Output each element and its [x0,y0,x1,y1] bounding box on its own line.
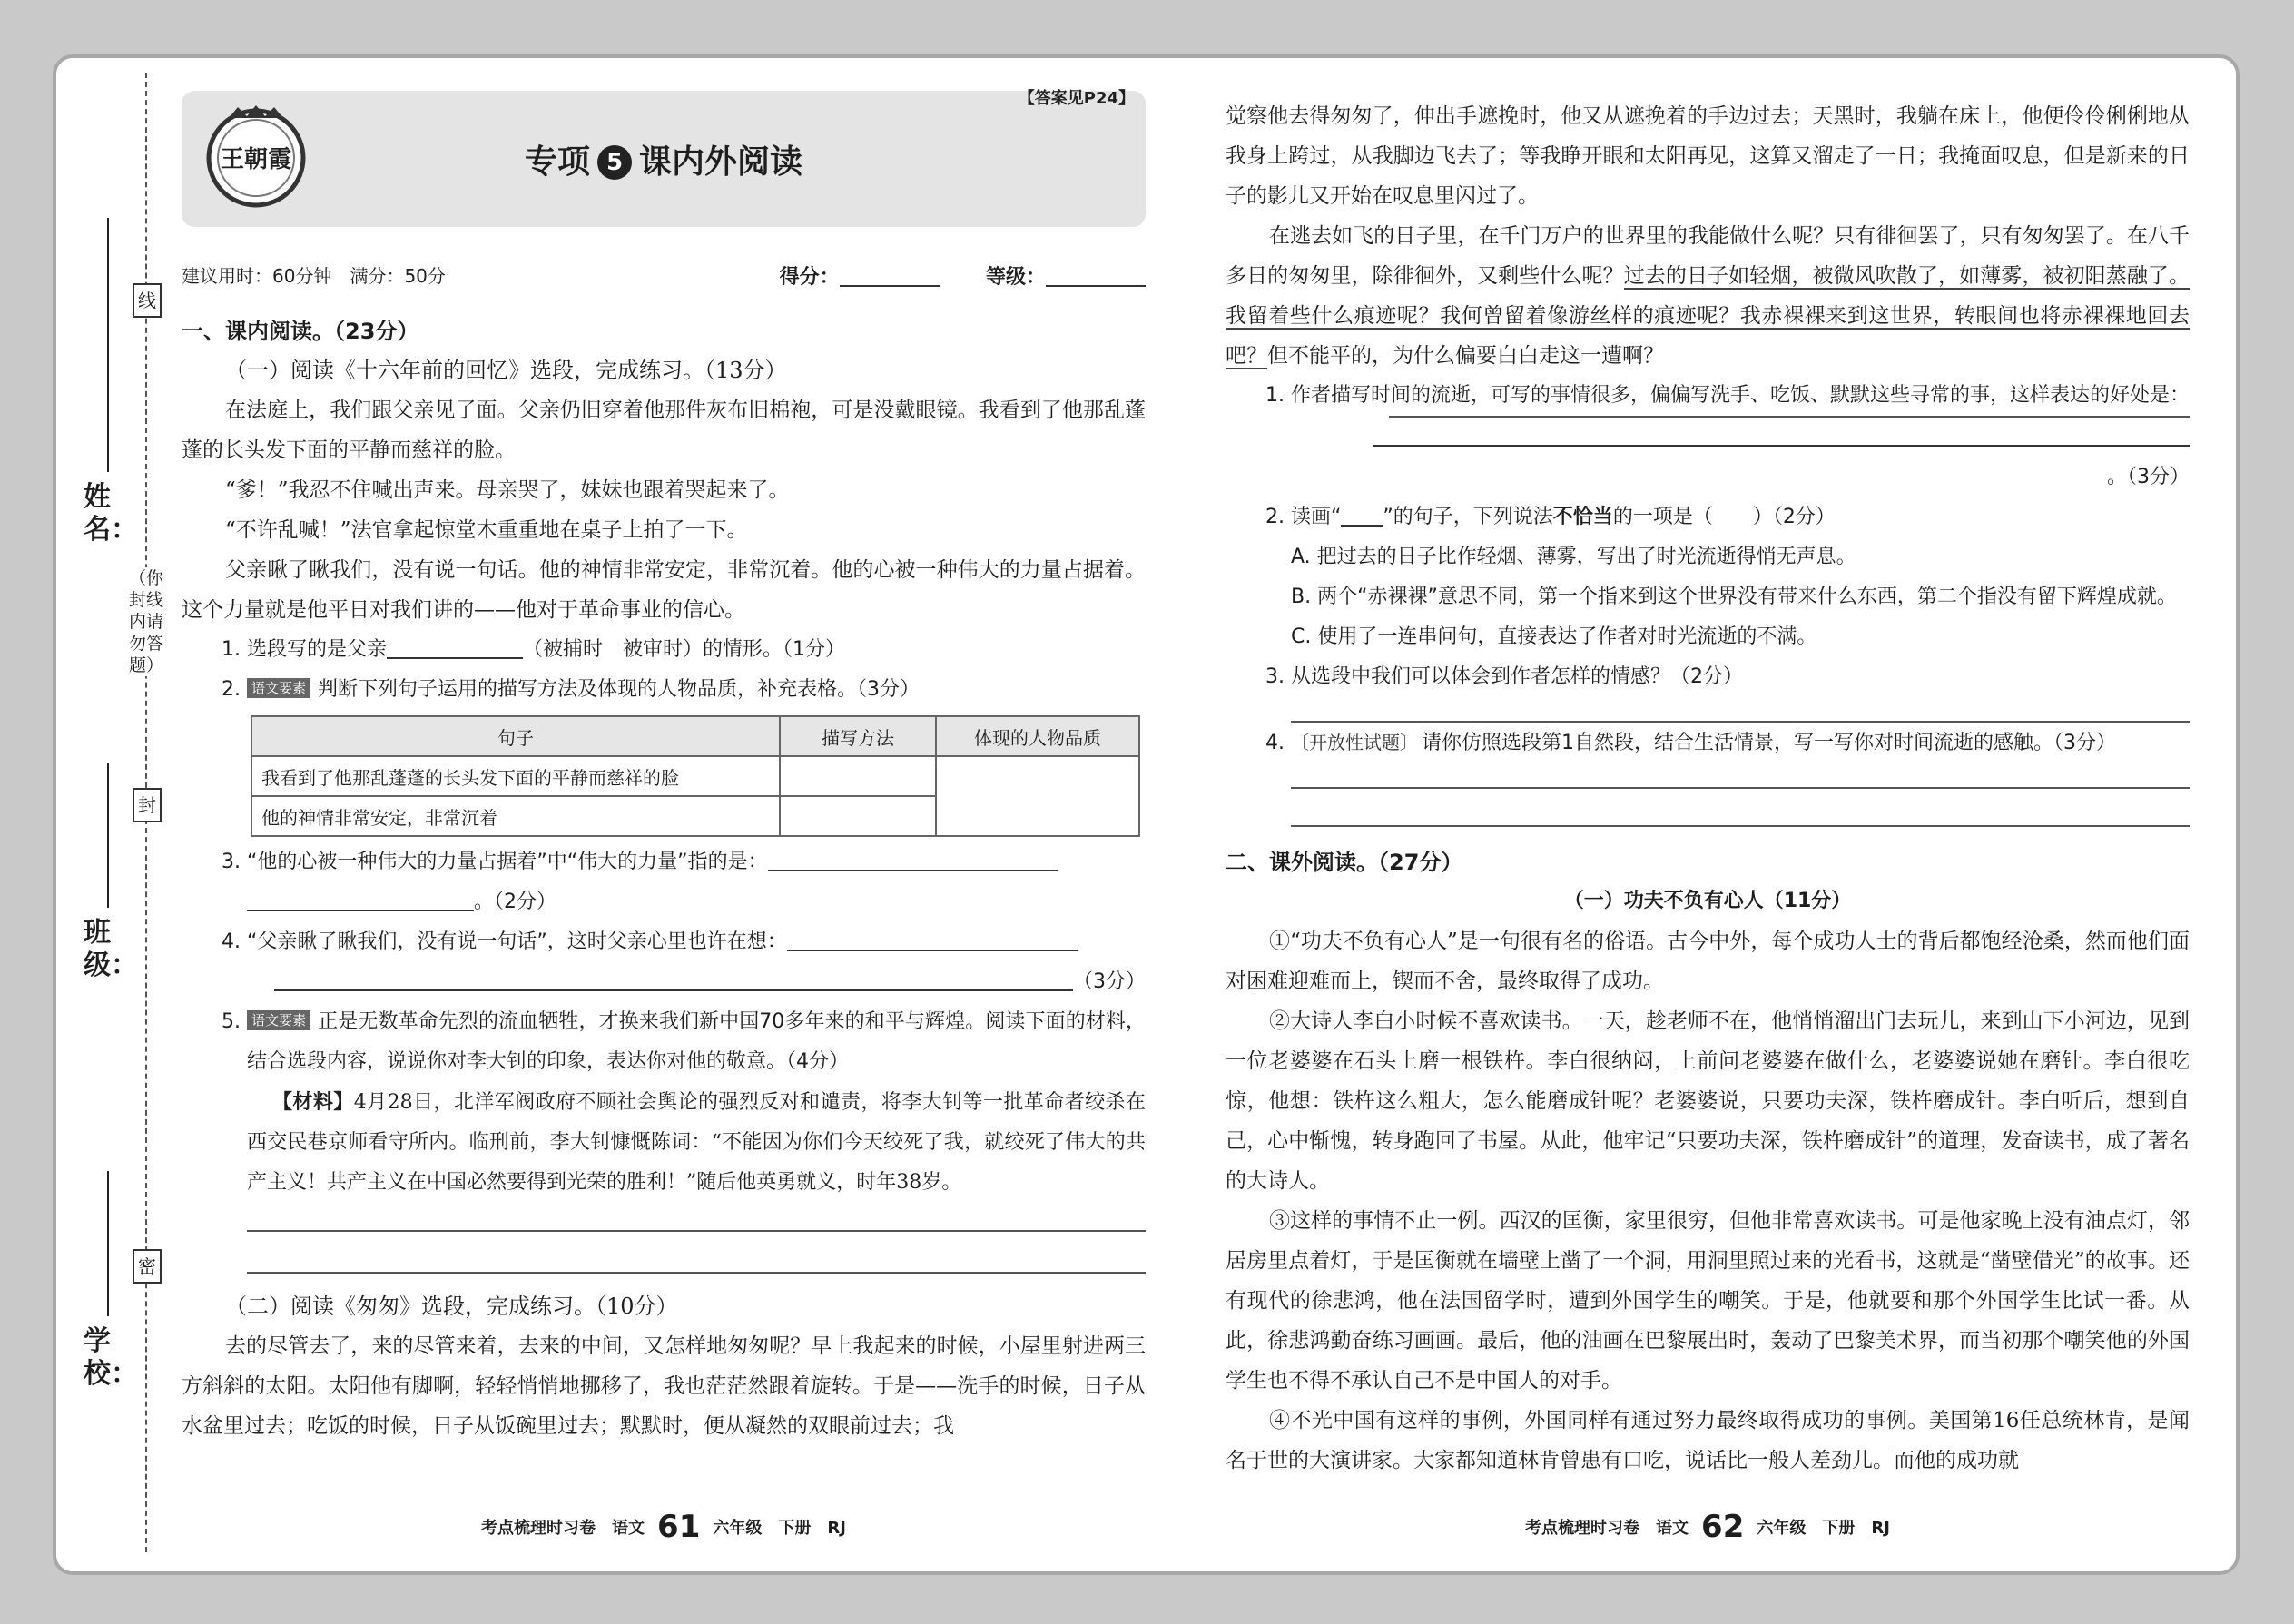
question-4: 4. “父亲瞅了瞅我们，没有说一句话”，这时父亲心里也许在想： [182,922,1146,962]
q3-answer-field-2[interactable] [247,888,474,911]
question-5: 5. 语文要素 正是无数革命先烈的流血牺牲，才换来我们新中国70多年来的和平与辉煌。阅读下面的材料，结合选段内容，说说你对李大钊的印象，表达你对他的敬意。（4分） [222,1010,1146,1073]
option-a[interactable]: A. 把过去的日子比作轻烟、薄雾，写出了时光流逝得悄无声息。 [1291,546,1856,568]
underlined-sentence: 过去的日子如轻烟，被微风吹散了，如薄雾，被初阳蒸融了。我留着些什么痕迹呢？我何曾留着像游丝样的痕迹呢？我赤裸裸来到这世界，转眼间也将赤裸裸地回去吧？ [1226,264,2191,368]
score-label: 得分： [779,266,840,289]
question-1: 1. 作者描写时间的流逝，可写的事情很多，偏偏写洗手、吃饭、默默这些寻常的事，这样表达的好处是： [1265,384,2190,407]
q3-answer-field[interactable] [768,848,1058,871]
title-number-badge: 5 [597,145,632,180]
binding-note: （你封线内请勿答题） [125,567,167,676]
passage-paragraph: 觉察他去得匆匆了，伸出手遮挽时，他又从遮挽着的手边过去；天黑时，我躺在床上，他便伶伶俐俐地从我身上跨过，从我脚边飞去了；等我睁开眼和太阳再见，这算又溜走了一日；我掩面叹息，但是新来的日子的影儿又开始在叹息里闪过了。 [1226,104,2190,208]
right-footer: 考点梳理时习卷 语文 62 六年级 下册 RJ [1525,1509,1890,1545]
table-header: 描写方法 [780,716,936,756]
passage-paragraph: 父亲瞅了瞅我们，没有说一句话。他的神情非常安定，非常沉着。他的心被一种伟大的力量占据着。这个力量就是他平日对我们讲的——他对于革命事业的信心。 [182,558,1146,622]
material-text: 【材料】4月28日，北洋军阀政府不顾社会舆论的强烈反对和谴责，将李大钊等一批革命者绞杀在西交民巷京师看守所内。临刑前，李大钊慷慨陈词：“不能因为你们今天绞死了我，就绞死了伟大的共产主义！共产主义在中国必然要得到光荣的胜利！”随后他英勇就义，时年38岁。 [247,1090,1146,1194]
tag-badge: 语文要素 [247,678,310,698]
page-number: 61 [657,1509,701,1545]
grade-label: 等级： [985,266,1046,289]
table-input-cell[interactable] [780,796,936,836]
option-c[interactable]: C. 使用了一连串问句，直接表达了作者对时光流逝的不满。 [1291,625,1817,648]
section-heading-2: 二、课外阅读。（27分） [1226,850,1463,875]
question-3: 3. 从选段中我们可以体会到作者怎样的情感？（2分） [1265,665,1743,688]
passage-paragraph: ①“功夫不负有心人”是一句很有名的俗语。古今中外，每个成功人士的背后都饱经沧桑，然而他们面对困难迎难而上，锲而不舍，最终取得了成功。 [1226,930,2190,993]
passage-paragraph: ④不光中国有这样的事例，外国同样有通过努力最终取得成功的事例。美国第16任总统林肯，是闻名于世的大演讲家。大家都知道林肯曾患有口吃，说话比一般人差劲儿。而他的成功就 [1226,1409,2190,1472]
part2-heading: （二）阅读《匆匆》选段，完成练习。（10分） [225,1294,678,1319]
table-cell: 我看到了他那乱蓬蓬的长头发下面的平静而慈祥的脸 [251,756,780,796]
passage-title: （一）功夫不负有心人（11分） [1563,890,1852,912]
passage-paragraph: “爹！”我忍不住喊出声来。母亲哭了，妹妹也跟着哭起来了。 [225,478,790,502]
left-footer: 考点梳理时习卷 语文 61 六年级 下册 RJ [481,1509,846,1545]
binding-mark-secret: 密 [133,1249,162,1284]
title-prefix: 专项 [524,143,590,181]
table-header: 体现的人物品质 [936,716,1139,756]
option-b[interactable]: B. 两个“赤裸裸”意思不同，第一个指来到这个世界没有带来什么东西，第二个指没有留下辉煌成就。 [1291,586,2177,608]
name-label: 姓名： [84,481,138,546]
section-heading-1: 一、课内阅读。（23分） [182,319,419,344]
question-1-cont: 。（3分） [1226,418,2190,497]
header-banner [182,91,1146,227]
q1-answer-line-2[interactable] [1373,423,2190,447]
q3-answer-line[interactable] [1291,697,2190,723]
passage-paragraph: 在法庭上，我们跟父亲见了面。父亲仍旧穿着他那件灰布旧棉袍，可是没戴眼镜。我看到了他那乱蓬蓬的长头发下面的平静而慈祥的脸。 [182,399,1146,462]
q4-answer-field[interactable] [787,928,1078,951]
page-number: 62 [1701,1509,1745,1545]
class-label: 班级： [84,917,138,981]
answer-reference: 【答案见P24】 [1018,89,1135,108]
question-1: 1. 选段写的是父亲 （被捕时 被审时）的情形。（1分） [182,630,1146,670]
grade-field[interactable] [1046,263,1146,287]
page-title [182,136,1146,182]
time-score-info: 建议用时：60分钟 满分：50分 [182,265,446,287]
binding-mark-seal: 封 [133,788,162,822]
passage-paragraph: 在逃去如飞的日子里，在千门万户的世界里的我能做什么呢？只有徘徊罢了，只有匆匆罢了。在八千多日的匆匆里，除徘徊外，又剩些什么呢？过去的日子如轻烟，被微风吹散了，如薄雾，被初阳蒸融了。我留着些什么痕迹呢？我何曾留着像游丝样的痕迹呢？我赤裸裸来到这世界，转眼间也将赤裸裸地回去吧？但不能平的，为什么偏要白白走这一遭啊？ [1226,224,2191,368]
description-table [251,715,1140,837]
table-header: 句子 [251,716,780,756]
q4-answer-line[interactable] [1291,789,2190,827]
question-4: 4. 〔开放性试题〕 请你仿照选段第1自然段，结合生活情景，写一写你对时间流逝的感触。（3分） [1265,732,2116,754]
tag-badge: 〔开放性试题〕 [1291,732,1418,753]
meta-row [182,261,1146,294]
binding-mark-line: 线 [133,283,162,318]
part1-heading: （一）阅读《十六年前的回忆》选段，完成练习。（13分） [225,358,787,383]
score-field[interactable] [840,263,940,287]
underline-sample [1341,503,1383,527]
q1-answer-field[interactable] [387,635,523,659]
question-4-cont: （3分） [182,962,1146,1002]
svg-text:王朝霞: 王朝霞 [220,146,292,173]
right-page [1226,96,2190,1481]
school-field[interactable] [107,1171,109,1316]
title-main: 课内外阅读 [639,143,803,181]
q4-answer-field-2[interactable] [274,968,1073,991]
table-cell: 他的神情非常安定，非常沉着 [251,796,780,836]
q4-answer-line[interactable] [1291,763,2190,789]
name-field[interactable] [107,218,109,472]
q5-answer-line[interactable] [247,1203,1146,1232]
question-3: 3. “他的心被一种伟大的力量占据着”中“伟大的力量”指的是： [182,842,1146,882]
tag-badge: 语文要素 [247,1010,310,1030]
table-input-cell[interactable] [780,756,936,796]
passage-paragraph: ③这样的事情不止一例。西汉的匡衡，家里很穷，但他非常喜欢读书。可是他家晚上没有油点灯，邻居房里点着灯，于是匡衡就在墙壁上凿了一个洞，用洞里照过来的光看书，这就是“凿壁借光”的故事。还有现代的徐悲鸿，他在法国留学时，遭到外国学生的嘲笑。于是，他就要和那个外国学生比试一番。从此，徐悲鸿勤奋练习画画。最后，他的油画在巴黎展出时，轰动了巴黎美术界，而当初那个嘲笑他的外国学生也不得不承认自己不是中国人的对手。 [1226,1209,2190,1393]
passage-paragraph: ②大诗人李白小时候不喜欢读书。一天，趁老师不在，他悄悄溜出门去玩儿，来到山下小河边，见到一位老婆婆在石头上磨一根铁杵。李白很纳闷，上前问老婆婆在做什么，老婆婆说她在磨针。李白很吃惊，他想：铁杵这么粗大，怎么能磨成针呢？老婆婆说，只要功夫深，铁杵磨成针。李白听后，想到自己，心中惭愧，转身跑回了书屋。从此，他牢记“只要功夫深，铁杵磨成针”的道理，发奋读书，成了著名的大诗人。 [1226,1009,2190,1193]
question-2: 2. 语文要素 判断下列句子运用的描写方法及体现的人物品质，补充表格。（3分） [222,678,920,701]
school-label: 学校： [84,1325,138,1390]
question-2: 2. 读画“ ”的句子，下列说法不恰当的一项是（ ）（2分） [1226,497,2190,537]
passage-paragraph: “不许乱喊！”法官拿起惊堂木重重地在桌子上拍了一下。 [225,518,748,542]
passage-paragraph: 去的尽管去了，来的尽管来着，去来的中间，又怎样地匆匆呢？早上我起来的时候，小屋里射进两三方斜斜的太阳。太阳他有脚啊，轻轻悄悄地挪移了，我也茫茫然跟着旋转。于是——洗手的时候，日子从水盆里过去；吃饭的时候，日子从饭碗里过去；默默时，便从凝然的双眼前过去；我 [182,1334,1146,1438]
q5-answer-line[interactable] [247,1232,1146,1274]
table-input-cell[interactable] [936,756,1139,836]
class-field[interactable] [107,763,109,908]
question-3-cont: 。（2分） [182,882,1146,922]
left-page [182,91,1146,1446]
